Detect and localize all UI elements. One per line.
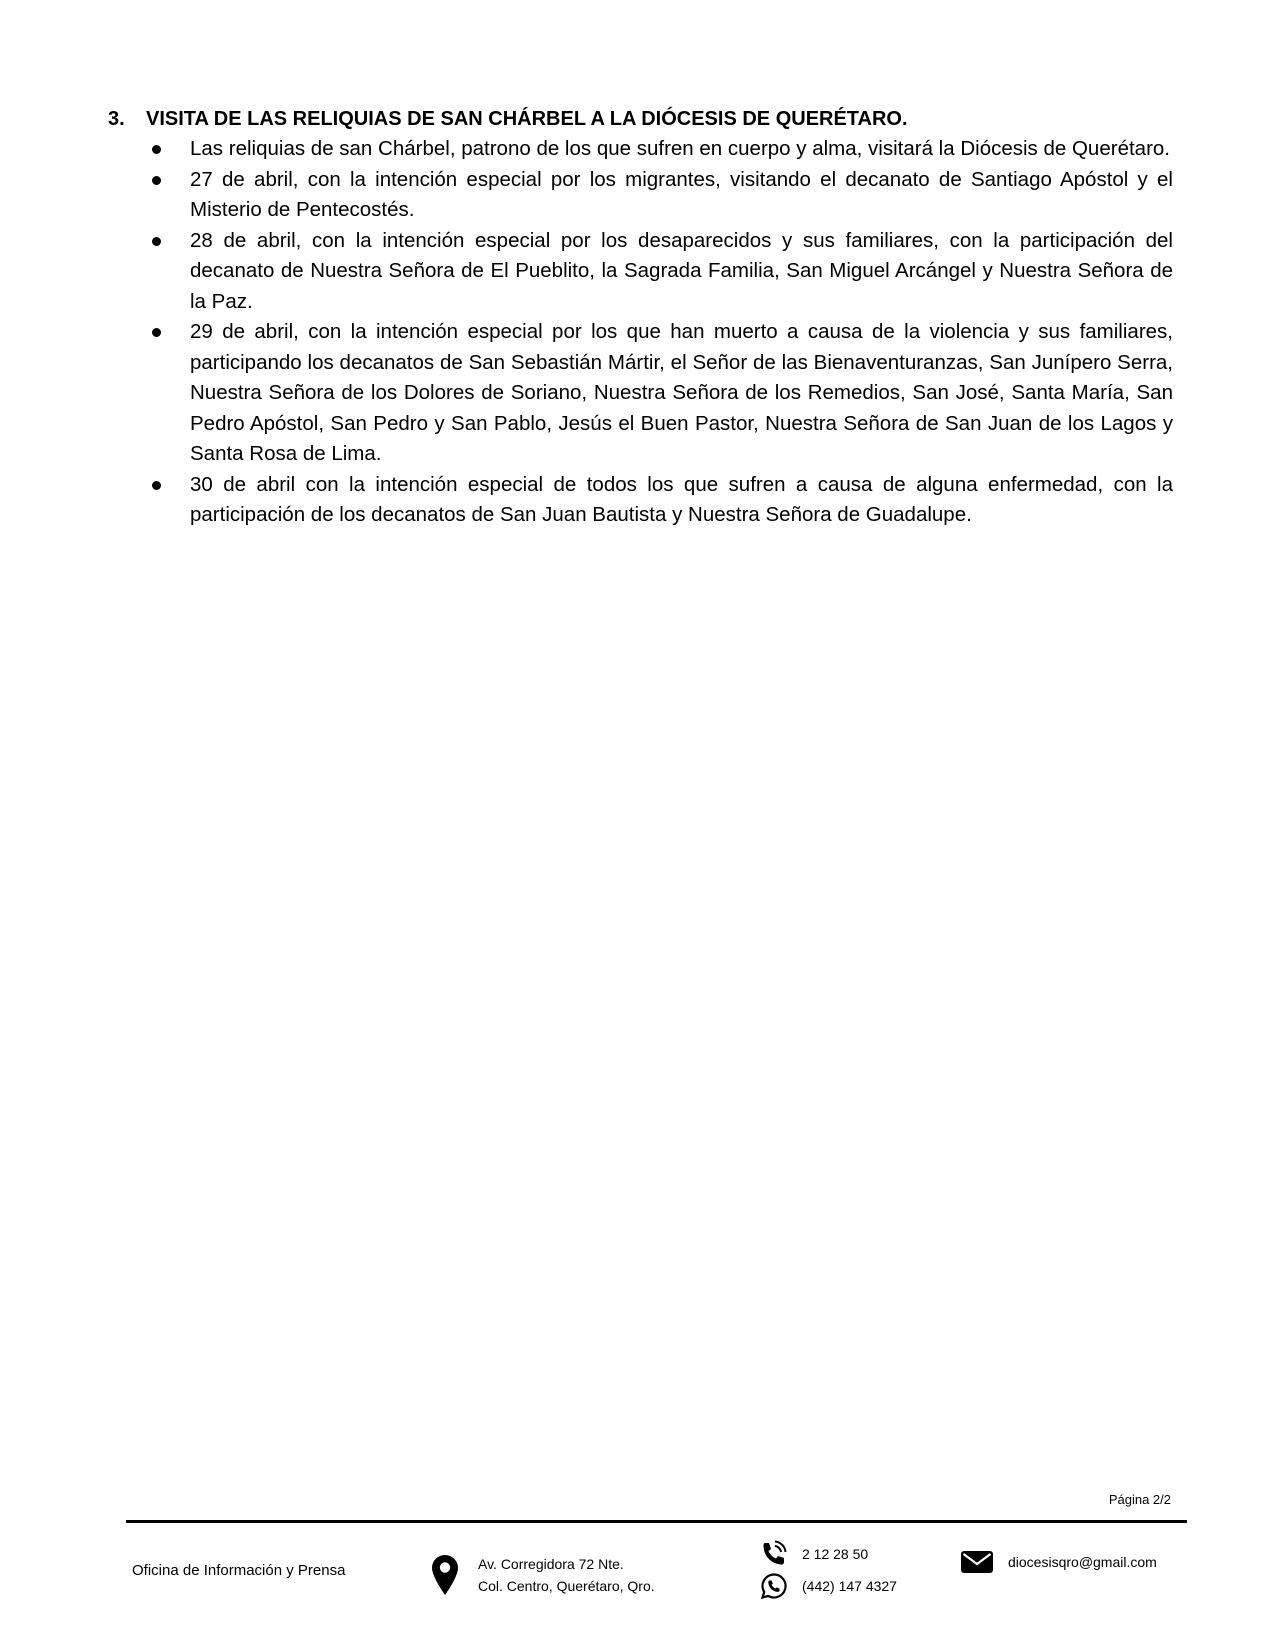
- footer-phones: [760, 1538, 897, 1602]
- footer-email: [960, 1549, 1157, 1575]
- map-pin-icon: [431, 1554, 459, 1596]
- section-number: 3.: [108, 108, 125, 130]
- bullet-icon: [152, 237, 161, 246]
- list-item-text: Las reliquias de san Chárbel, patrono de los que sufren en cuerpo y alma, visitará la Diócesis de Querétaro.: [190, 137, 1170, 160]
- whatsapp-icon: [760, 1572, 788, 1600]
- whatsapp-row: [760, 1570, 897, 1602]
- whatsapp-number: (442) 147 4327: [802, 1578, 897, 1594]
- phone-row: [760, 1538, 897, 1570]
- list-item: [190, 470, 1173, 531]
- bullet-icon: [152, 145, 161, 154]
- phone-ringing-icon: [760, 1540, 788, 1568]
- bullet-icon: [152, 328, 161, 337]
- list-item-text: 29 de abril, con la intención especial por los que han muerto a causa de la violencia y sus familiares, participando los decanatos de San Sebastián Mártir, el Señor de las Bienaventuranzas, San Junípero Serra, Nuestra Señora de los Dolores de Soriano, Nuestra Señora de los Remedios, San José, Santa María, San Pedro Apóstol, San Pedro y San Pablo, Jesús el Buen Pastor, Nuestra Señora de San Juan de los Lagos y Santa Rosa de Lima.: [190, 320, 1173, 465]
- page-number: Página 2/2: [1108, 1492, 1171, 1507]
- list-item: [190, 226, 1173, 318]
- list-item-text: 27 de abril, con la intención especial por los migrantes, visitando el decanato de Santiago Apóstol y el Misterio de Pentecostés.: [190, 167, 1173, 221]
- bullet-icon: [152, 481, 161, 490]
- address-line-2: Col. Centro, Querétaro, Qro.: [478, 1578, 655, 1594]
- list-item: [190, 317, 1173, 470]
- list-item-text: 30 de abril con la intención especial de todos los que sufren a causa de alguna enfermedad, con la participación de los decanatos de San Juan Bautista y Nuestra Señora de Guadalupe.: [190, 472, 1173, 526]
- section-heading: [108, 104, 1173, 134]
- list-item: [190, 134, 1173, 165]
- email-address[interactable]: diocesisqro@gmail.com: [1008, 1554, 1157, 1570]
- list-item-text: 28 de abril, con la intención especial por los desaparecidos y sus familiares, con la participación del decanato de Nuestra Señora de El Pueblito, la Sagrada Familia, San Miguel Arcángel y Nuestra Señora de la Paz.: [190, 228, 1173, 313]
- phone-number: 2 12 28 50: [802, 1546, 869, 1562]
- footer-address: [431, 1553, 655, 1597]
- bullet-icon: [152, 176, 161, 185]
- footer-office-name: Oficina de Información y Prensa: [132, 1562, 346, 1579]
- footer-divider: [126, 1520, 1187, 1523]
- address-line-1: Av. Corregidora 72 Nte.: [478, 1556, 624, 1572]
- bullet-list: [108, 134, 1173, 531]
- section-title: VISITA DE LAS RELIQUIAS DE SAN CHÁRBEL A LA DIÓCESIS DE QUERÉTARO.: [146, 108, 908, 130]
- section-3: [108, 104, 1173, 531]
- list-item: [190, 165, 1173, 226]
- envelope-icon: [960, 1549, 994, 1575]
